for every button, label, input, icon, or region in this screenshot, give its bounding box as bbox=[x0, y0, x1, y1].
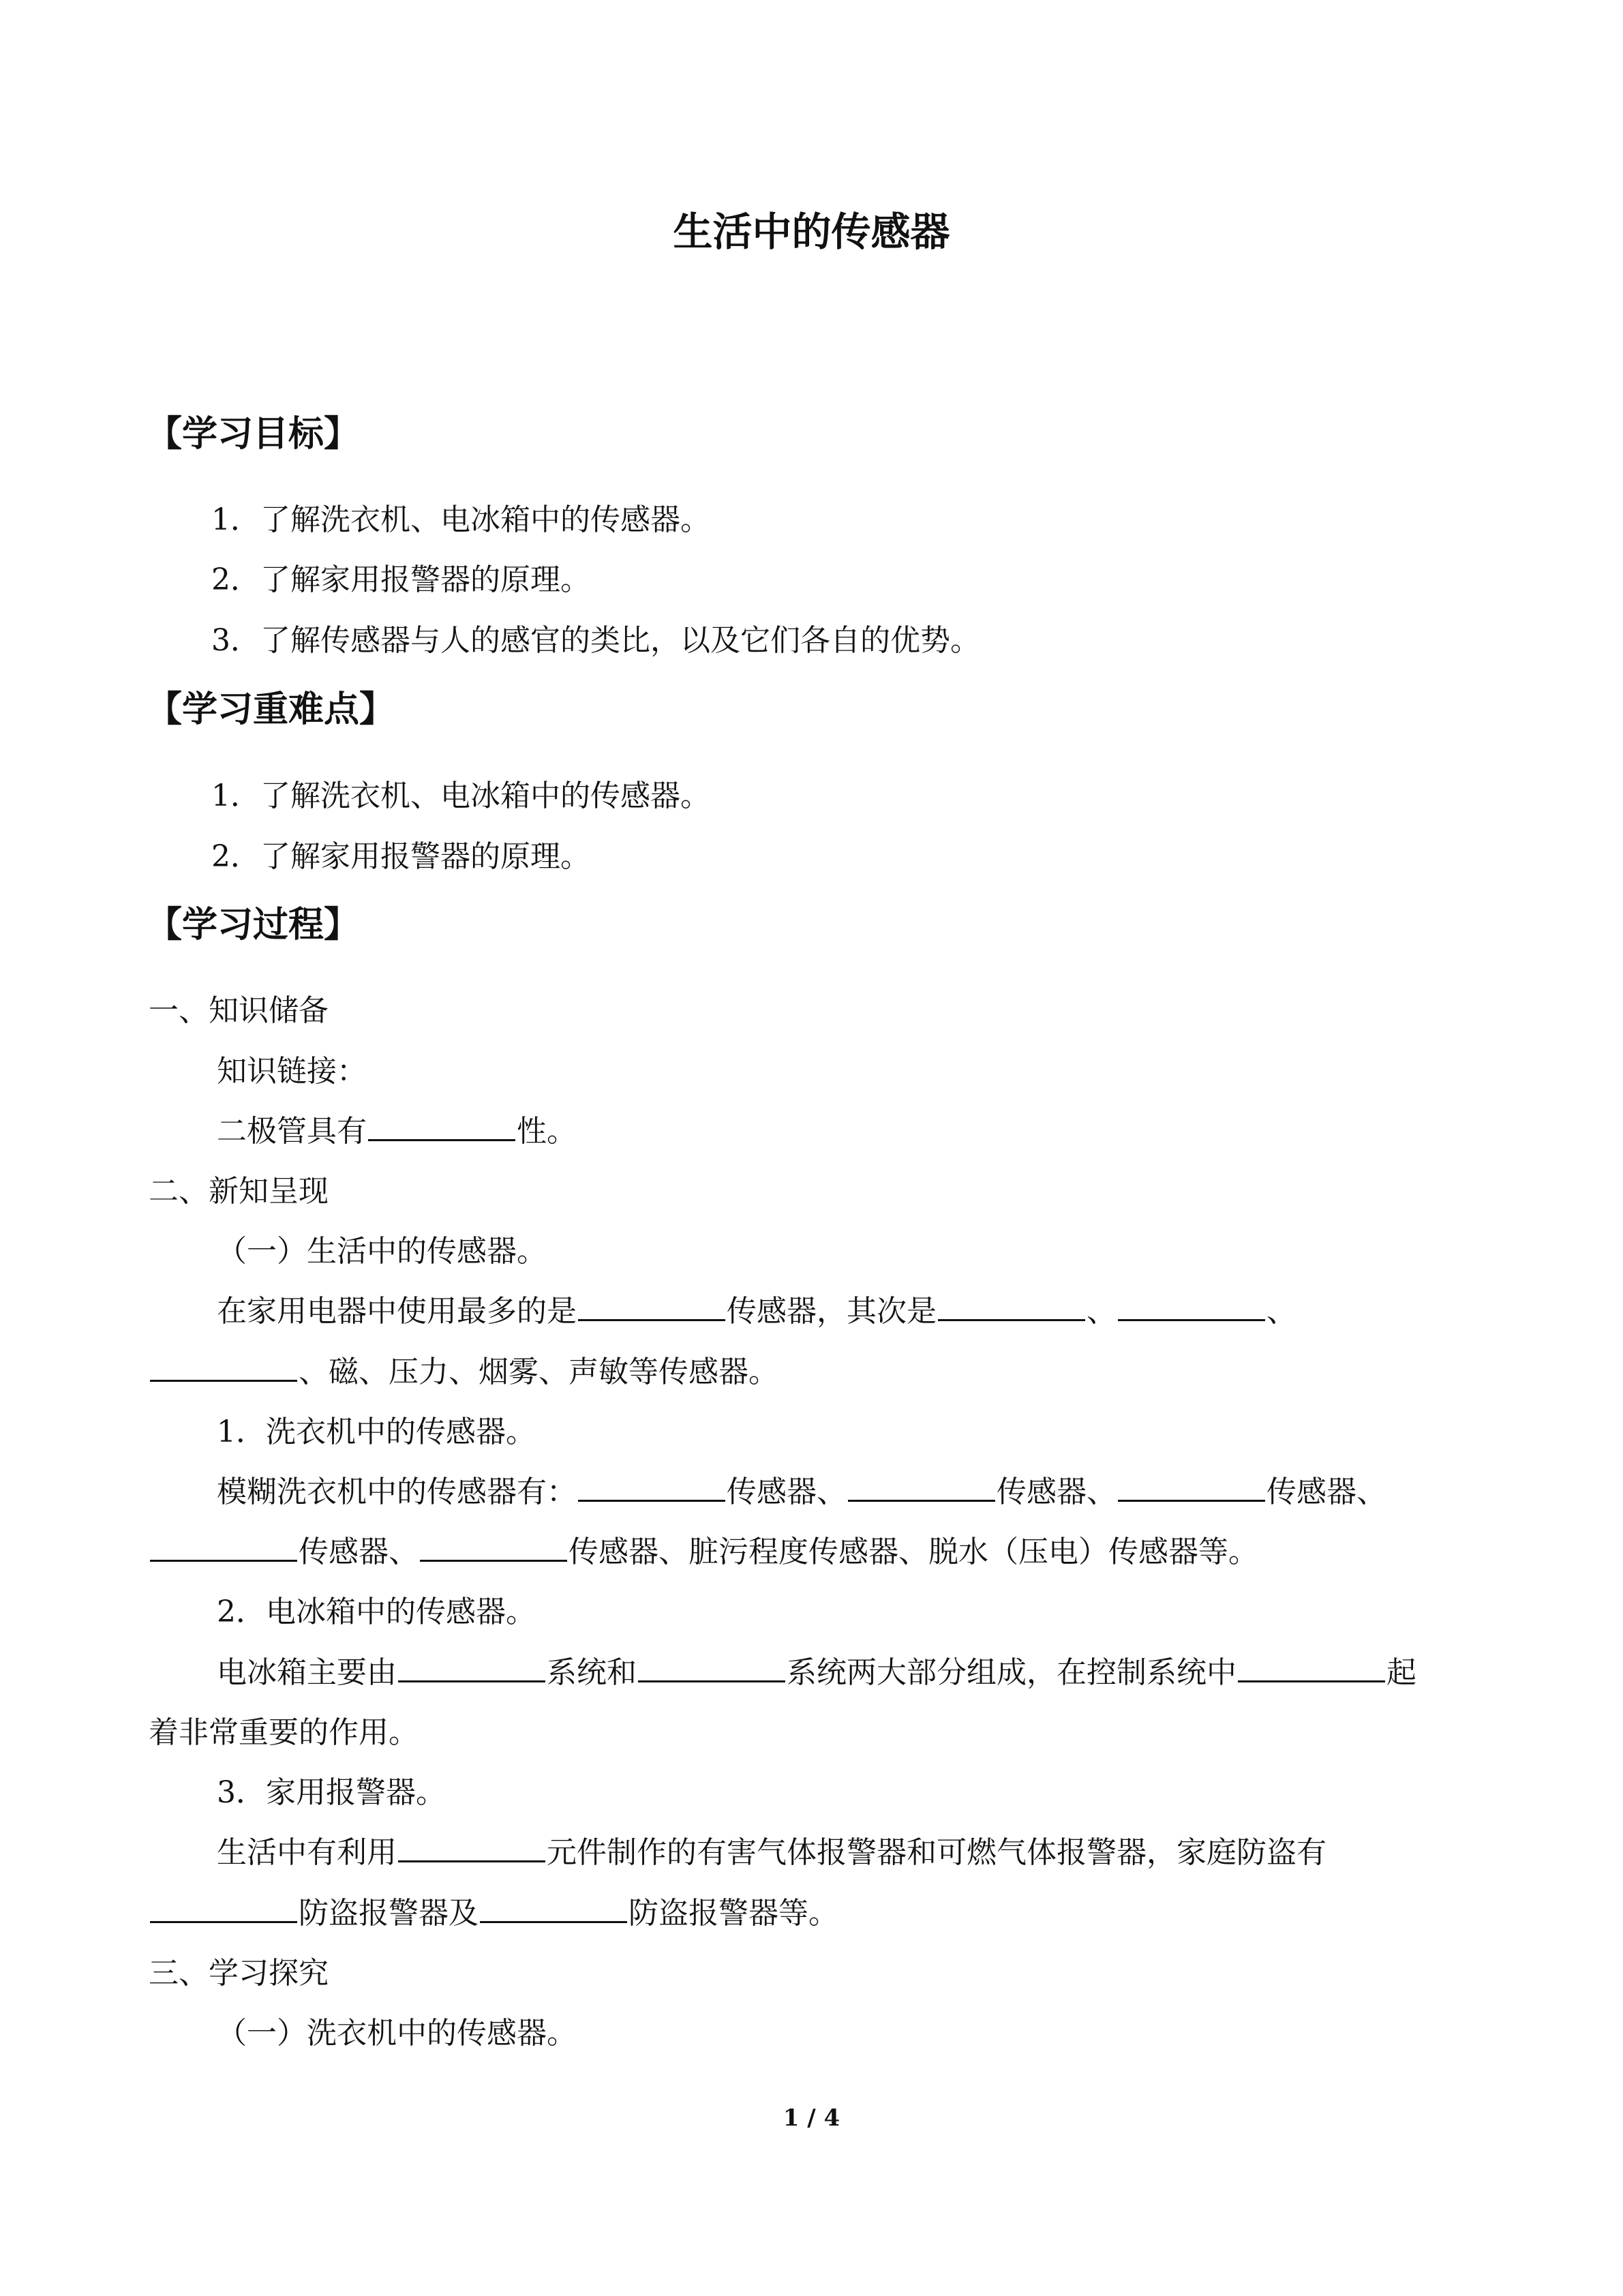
sensor-text: 传感器、 bbox=[727, 1475, 847, 1509]
separator: 、 bbox=[1266, 1294, 1296, 1329]
diode-question bbox=[217, 1111, 577, 1152]
fill-blank bbox=[368, 1112, 515, 1141]
fill-blank bbox=[150, 1894, 297, 1923]
section-heading-key-points: 【学习重难点】 bbox=[147, 689, 395, 730]
fill-blank bbox=[638, 1653, 785, 1682]
fridge-title: 2．电冰箱中的传感器。 bbox=[217, 1595, 536, 1629]
fill-blank bbox=[848, 1472, 995, 1502]
appliance-text-c: 、磁、压力、烟雾、声敏等传感器。 bbox=[299, 1355, 778, 1389]
alarm-line1 bbox=[217, 1832, 1326, 1873]
fill-blank bbox=[938, 1292, 1085, 1321]
page-number: 1 / 4 bbox=[783, 2104, 840, 2132]
objective-item-2: 2．了解家用报警器的原理。 bbox=[211, 562, 590, 597]
fill-blank bbox=[1118, 1472, 1265, 1502]
fridge-text-a: 电冰箱主要由 bbox=[217, 1655, 397, 1690]
objective-item-1: 1．了解洗衣机、电冰箱中的传感器。 bbox=[211, 502, 710, 537]
fill-blank bbox=[1238, 1653, 1385, 1682]
section-heading-process: 【学习过程】 bbox=[147, 905, 360, 946]
alarm-line2 bbox=[149, 1893, 838, 1934]
diode-text-b: 性。 bbox=[517, 1114, 577, 1149]
fridge-text-b: 系统和 bbox=[547, 1655, 637, 1690]
sensor-text: 传感器、 bbox=[1266, 1475, 1386, 1509]
appliance-text-a: 在家用电器中使用最多的是 bbox=[217, 1294, 577, 1329]
fill-blank bbox=[578, 1292, 725, 1321]
diode-text-a: 二极管具有 bbox=[217, 1114, 367, 1149]
fill-blank bbox=[398, 1833, 545, 1862]
fill-blank bbox=[1118, 1292, 1265, 1321]
alarm-text-c: 防盗报警器及 bbox=[299, 1896, 479, 1931]
alarm-text-d: 防盗报警器等。 bbox=[628, 1896, 838, 1931]
washing-machine-line2 bbox=[149, 1532, 1258, 1573]
separator: 、 bbox=[1087, 1294, 1117, 1329]
fill-blank bbox=[150, 1353, 297, 1382]
objective-item-3: 3．了解传感器与人的感官的类比，以及它们各自的优势。 bbox=[211, 623, 980, 658]
fill-blank bbox=[420, 1532, 567, 1562]
alarm-text-b: 元件制作的有害气体报警器和可燃气体报警器，家庭防盗有 bbox=[547, 1835, 1326, 1870]
key-point-item-1: 1．了解洗衣机、电冰箱中的传感器。 bbox=[211, 779, 710, 813]
appliance-question-line2 bbox=[149, 1352, 778, 1393]
part2-title: 二、新知呈现 bbox=[149, 1174, 329, 1209]
fill-blank bbox=[578, 1472, 725, 1502]
part1-title: 一、知识储备 bbox=[149, 993, 329, 1028]
part3-title: 三、学习探究 bbox=[149, 1956, 329, 1991]
fridge-text-d: 起 bbox=[1386, 1655, 1416, 1690]
knowledge-link-label: 知识链接： bbox=[217, 1054, 367, 1089]
appliance-text-b: 传感器，其次是 bbox=[727, 1294, 937, 1329]
alarm-title: 3．家用报警器。 bbox=[217, 1775, 446, 1810]
document-title: 生活中的传感器 bbox=[673, 209, 950, 255]
section-heading-objectives: 【学习目标】 bbox=[147, 414, 360, 455]
sensor-text: 传感器、 bbox=[299, 1535, 419, 1569]
fridge-line2: 着非常重要的作用。 bbox=[149, 1715, 419, 1750]
fridge-text-c: 系统两大部分组成，在控制系统中 bbox=[787, 1655, 1237, 1690]
appliance-question-line1 bbox=[217, 1291, 1296, 1332]
part2-sub1: （一）生活中的传感器。 bbox=[217, 1234, 547, 1269]
washing-machine-title: 1．洗衣机中的传感器。 bbox=[217, 1415, 536, 1449]
washing-machine-line1 bbox=[217, 1472, 1386, 1513]
key-point-item-2: 2．了解家用报警器的原理。 bbox=[211, 839, 590, 874]
wm-text-a: 模糊洗衣机中的传感器有： bbox=[217, 1475, 577, 1509]
fridge-line1 bbox=[217, 1652, 1416, 1693]
wm-tail-text: 传感器、脏污程度传感器、脱水（压电）传感器等。 bbox=[568, 1535, 1258, 1569]
fill-blank bbox=[480, 1894, 627, 1923]
fill-blank bbox=[150, 1532, 297, 1562]
sensor-text: 传感器、 bbox=[997, 1475, 1117, 1509]
part3-sub1: （一）洗衣机中的传感器。 bbox=[217, 2016, 577, 2051]
fill-blank bbox=[398, 1653, 545, 1682]
alarm-text-a: 生活中有利用 bbox=[217, 1835, 397, 1870]
